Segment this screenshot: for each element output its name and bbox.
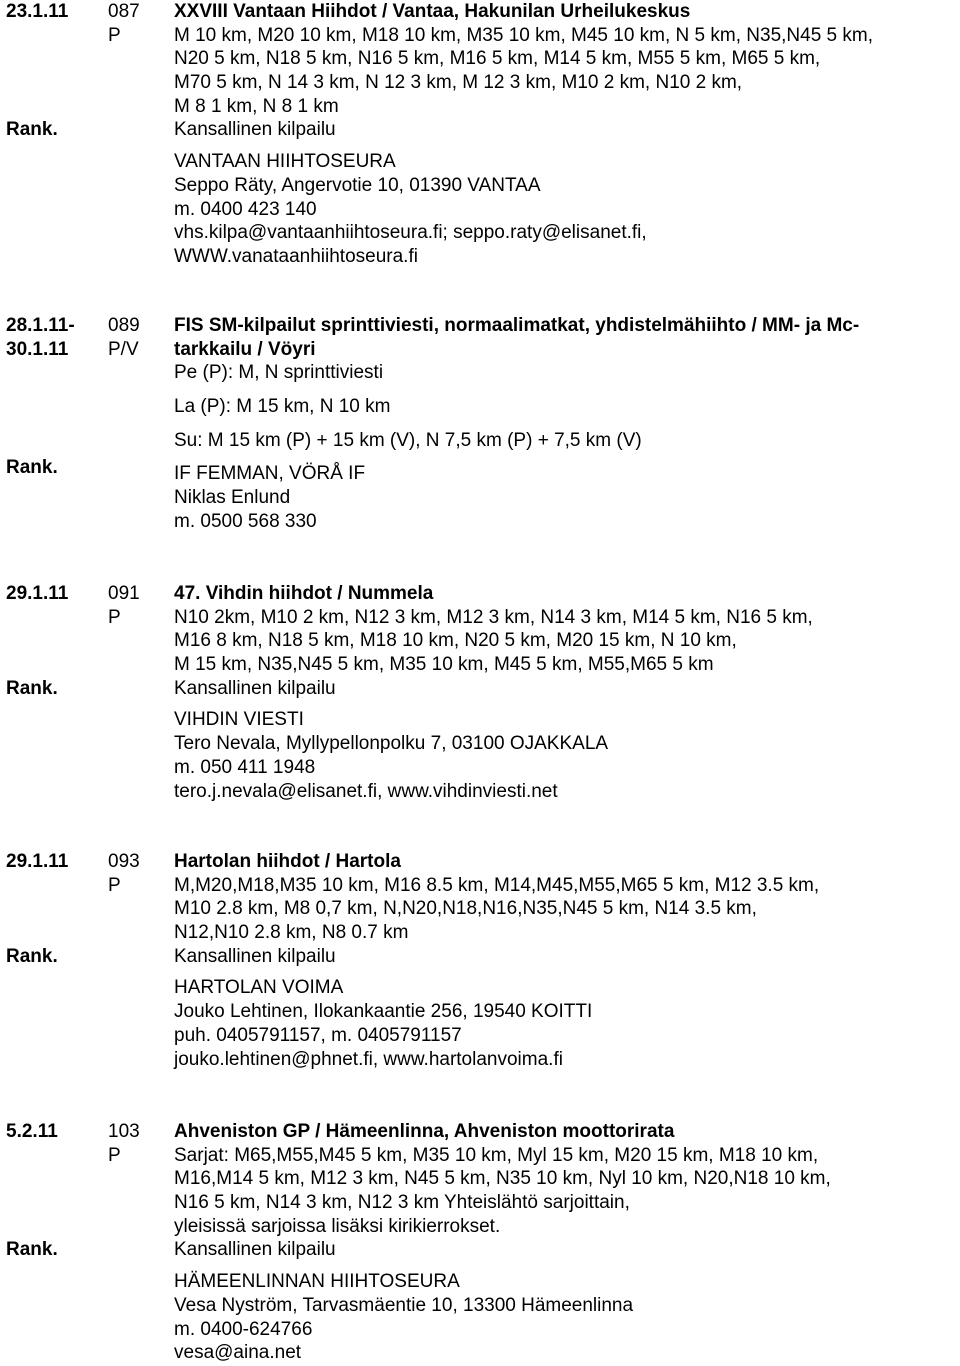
event-code (108, 582, 170, 629)
event-code (108, 1120, 170, 1167)
event-date (6, 1120, 102, 1262)
event-type: P (108, 24, 121, 46)
event-code (108, 0, 170, 47)
event-detail-line: M 10 km, M20 10 km, M18 10 km, M35 10 km, M45 10 km, N 5 km, N35,N45 5 km, (174, 24, 874, 46)
event-number: 103 (108, 1121, 140, 1142)
contact-address: Seppo Räty, Angervotie 10, 01390 VANTAA (174, 174, 541, 196)
contact-email: tero.j.nevala@elisanet.fi, www.vihdinviesti.net (174, 780, 558, 802)
event-detail-line: M 15 km, N35,N45 5 km, M35 10 km, M45 5 km, M55,M65 5 km (174, 654, 714, 676)
event-date (6, 582, 102, 700)
event-title: 47. Vihdin hiihdot / Nummela (174, 583, 434, 604)
event-detail-line: M,M20,M18,M35 10 km, M16 8.5 km, M14,M45,M55,M65 5 km, M12 3.5 km, (174, 874, 820, 896)
event-date (6, 314, 102, 480)
event-date (6, 0, 102, 142)
event-detail-line: M70 5 km, N 14 3 km, N 12 3 km, M 12 3 km, M10 2 km, N10 2 km, (174, 72, 743, 94)
organizer-name: HARTOLAN VOIMA (174, 977, 344, 999)
contact-phone: m. 0500 568 330 (174, 510, 317, 532)
rank-text: Kansallinen kilpailu (174, 119, 336, 141)
event-title: XXVIII Vantaan Hiihdot / Vantaa, Hakunilan Urheilukeskus (174, 1, 691, 22)
organizer-name: VIHDIN VIESTI (174, 709, 304, 731)
event-title: Hartolan hiihdot / Hartola (174, 851, 401, 872)
contact-phone: m. 050 411 1948 (174, 756, 316, 778)
organizer-name: IF FEMMAN, VÖRÅ IF (174, 463, 366, 485)
rank-text: Kansallinen kilpailu (174, 677, 336, 699)
event-type: P (108, 874, 121, 896)
event-body (174, 314, 954, 534)
event-number: 089 (108, 315, 140, 336)
event-title: tarkkailu / Vöyri (174, 338, 316, 360)
rank-label: Rank. (6, 945, 58, 967)
event-detail-line: M 8 1 km, N 8 1 km (174, 95, 339, 117)
event-detail-line: N10 2km, M10 2 km, N12 3 km, M12 3 km, N14 3 km, M14 5 km, N16 5 km, (174, 606, 813, 628)
event-detail-line: N12,N10 2.8 km, N8 0.7 km (174, 922, 409, 944)
event-code (108, 314, 170, 361)
event-body (174, 582, 954, 803)
event-detail-line: La (P): M 15 km, N 10 km (174, 396, 391, 418)
rank-label: Rank. (6, 457, 58, 479)
rank-label: Rank. (6, 1239, 58, 1261)
event-date-line: 5.2.11 (6, 1121, 58, 1142)
event-date-line: 29.1.11 (6, 851, 69, 872)
event-type: P/V (108, 338, 139, 360)
event-date-line: 23.1.11 (6, 1, 69, 22)
contact-address: Vesa Nyström, Tarvasmäentie 10, 13300 Hämeenlinna (174, 1294, 634, 1316)
contact-person: Niklas Enlund (174, 487, 291, 509)
organizer-name: VANTAAN HIIHTOSEURA (174, 151, 396, 173)
event-detail-line: N20 5 km, N18 5 km, N16 5 km, M16 5 km, M14 5 km, M55 5 km, M65 5 km, (174, 48, 821, 70)
contact-address: Jouko Lehtinen, Ilokankaantie 256, 19540 KOITTI (174, 1001, 593, 1023)
contact-website: WWW.vanataanhiihtoseura.fi (174, 245, 418, 267)
rank-text: Kansallinen kilpailu (174, 1239, 336, 1261)
event-date-line: 28.1.11- (6, 315, 75, 336)
contact-phone: puh. 0405791157, m. 0405791157 (174, 1024, 462, 1046)
event-detail-line: N16 5 km, N14 3 km, N12 3 km Yhteislähtö sarjoittain, (174, 1192, 630, 1214)
event-code (108, 850, 170, 897)
event-detail-line: M10 2.8 km, M8 0,7 km, N,N20,N18,N16,N35,N45 5 km, N14 3.5 km, (174, 898, 757, 920)
event-number: 091 (108, 583, 140, 604)
event-title: Ahveniston GP / Hämeenlinna, Ahveniston moottorirata (174, 1121, 675, 1142)
contact-phone: m. 0400-624766 (174, 1318, 313, 1340)
event-detail-line: Su: M 15 km (P) + 15 km (V), N 7,5 km (P) + 7,5 km (V) (174, 429, 642, 451)
contact-email: vesa@aina.net (174, 1342, 302, 1364)
event-number: 087 (108, 1, 140, 22)
event-detail-line: Sarjat: M65,M55,M45 5 km, M35 10 km, Myl 15 km, M20 15 km, M18 10 km, (174, 1144, 819, 1166)
event-detail-line: M16,M14 5 km, M12 3 km, N45 5 km, N35 10 km, Nyl 10 km, N20,N18 10 km, (174, 1168, 831, 1190)
event-body (174, 850, 954, 1071)
organizer-name: HÄMEENLINNAN HIIHTOSEURA (174, 1271, 460, 1293)
event-date (6, 850, 102, 968)
contact-phone: m. 0400 423 140 (174, 198, 317, 220)
event-body (174, 0, 954, 269)
event-type: P (108, 1144, 121, 1166)
contact-address: Tero Nevala, Myllypellonpolku 7, 03100 OJAKKALA (174, 733, 609, 755)
event-detail-line: Pe (P): M, N sprinttiviesti (174, 362, 384, 384)
event-detail-line: yleisissä sarjoissa lisäksi kirikierrokset. (174, 1215, 501, 1237)
event-title: FIS SM-kilpailut sprinttiviesti, normaalimatkat, yhdistelmähiihto / MM- ja Mc- (174, 315, 860, 336)
event-body (174, 1120, 954, 1365)
event-number: 093 (108, 851, 140, 872)
event-detail-line: M16 8 km, N18 5 km, M18 10 km, N20 5 km, M20 15 km, N 10 km, (174, 630, 737, 652)
event-date-line: 29.1.11 (6, 583, 69, 604)
rank-label: Rank. (6, 677, 58, 699)
event-date-line: 30.1.11 (6, 338, 69, 360)
rank-label: Rank. (6, 119, 58, 141)
contact-email: vhs.kilpa@vantaanhiihtoseura.fi; seppo.raty@elisanet.fi, (174, 222, 647, 244)
event-type: P (108, 606, 121, 628)
rank-text: Kansallinen kilpailu (174, 945, 336, 967)
contact-email: jouko.lehtinen@phnet.fi, www.hartolanvoima.fi (174, 1048, 563, 1070)
